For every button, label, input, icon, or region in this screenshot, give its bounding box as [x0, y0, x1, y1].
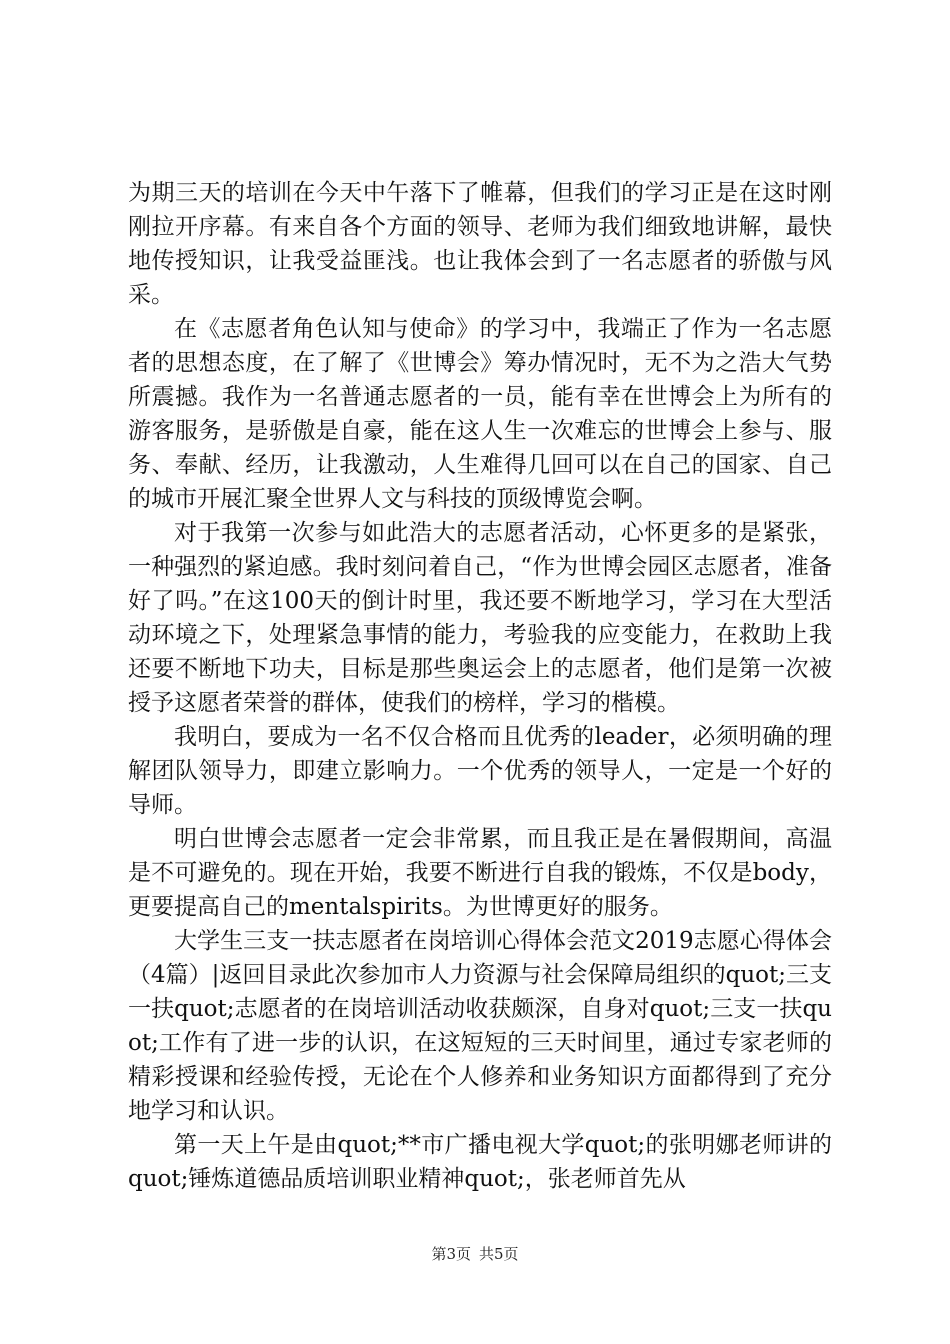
paragraph-4: 我明白，要成为一名不仅合格而且优秀的leader，必须明确的理解团队领导力，即建立影响力。一个优秀的领导人，一定是一个好的导师。: [128, 724, 832, 818]
paragraph-3: 对于我第一次参与如此浩大的志愿者活动，心怀更多的是紧张，一种强烈的紧迫感。我时刻问着自己，“作为世博会园区志愿者，准备好了吗。”在这100天的倒计时里，我还要不断地学习，学习在大型活动环境之下，处理紧急事情的能力，考验我的应变能力，在救助上我还要不断地下功夫，目标是那些奥运会上的志愿者，他们是第一次被授予这愿者荣誉的群体，使我们的榜样，学习的楷模。: [128, 520, 832, 716]
paragraph-2: 在《志愿者角色认知与使命》的学习中，我端正了作为一名志愿者的思想态度，在了解了《世博会》筹办情况时，无不为之浩大气势所震撼。我作为一名普通志愿者的一员，能有幸在世博会上为所有的游客服务，是骄傲是自豪，能在这人生一次难忘的世博会上参与、服务、奉献、经历，让我激动，人生难得几回可以在自己的国家、自己的城市开展汇聚全世界人文与科技的顶级博览会啊。: [128, 316, 832, 512]
page-footer: [0, 1243, 950, 1264]
page-total: 共5页: [479, 1245, 519, 1263]
paragraph-5: 明白世博会志愿者一定会非常累，而且我正是在暑假期间，高温是不可避免的。现在开始，我要不断进行自我的锻炼，不仅是body，更要提高自己的mentalspirits。为世博更好的服务。: [128, 826, 832, 920]
document-body: [128, 176, 832, 1196]
page-number: 第3页: [431, 1245, 471, 1263]
paragraph-7: 第一天上午是由quot;**市广播电视大学quot;的张明娜老师讲的quot;锤炼道德品质培训职业精神quot;，张老师首先从: [128, 1132, 832, 1192]
paragraph-1: 为期三天的培训在今天中午落下了帷幕，但我们的学习正是在这时刚刚拉开序幕。有来自各个方面的领导、老师为我们细致地讲解，最快地传授知识，让我受益匪浅。也让我体会到了一名志愿者的骄傲与风采。: [128, 180, 832, 308]
paragraph-6: 大学生三支一扶志愿者在岗培训心得体会范文2019志愿心得体会（4篇）|返回目录此次参加市人力资源与社会保障局组织的quot;三支一扶quot;志愿者的在岗培训活动收获颇深，自身对quot;三支一扶quot;工作有了进一步的认识，在这短短的三天时间里，通过专家老师的精彩授课和经验传授，无论在个人修养和业务知识方面都得到了充分地学习和认识。: [128, 928, 832, 1124]
